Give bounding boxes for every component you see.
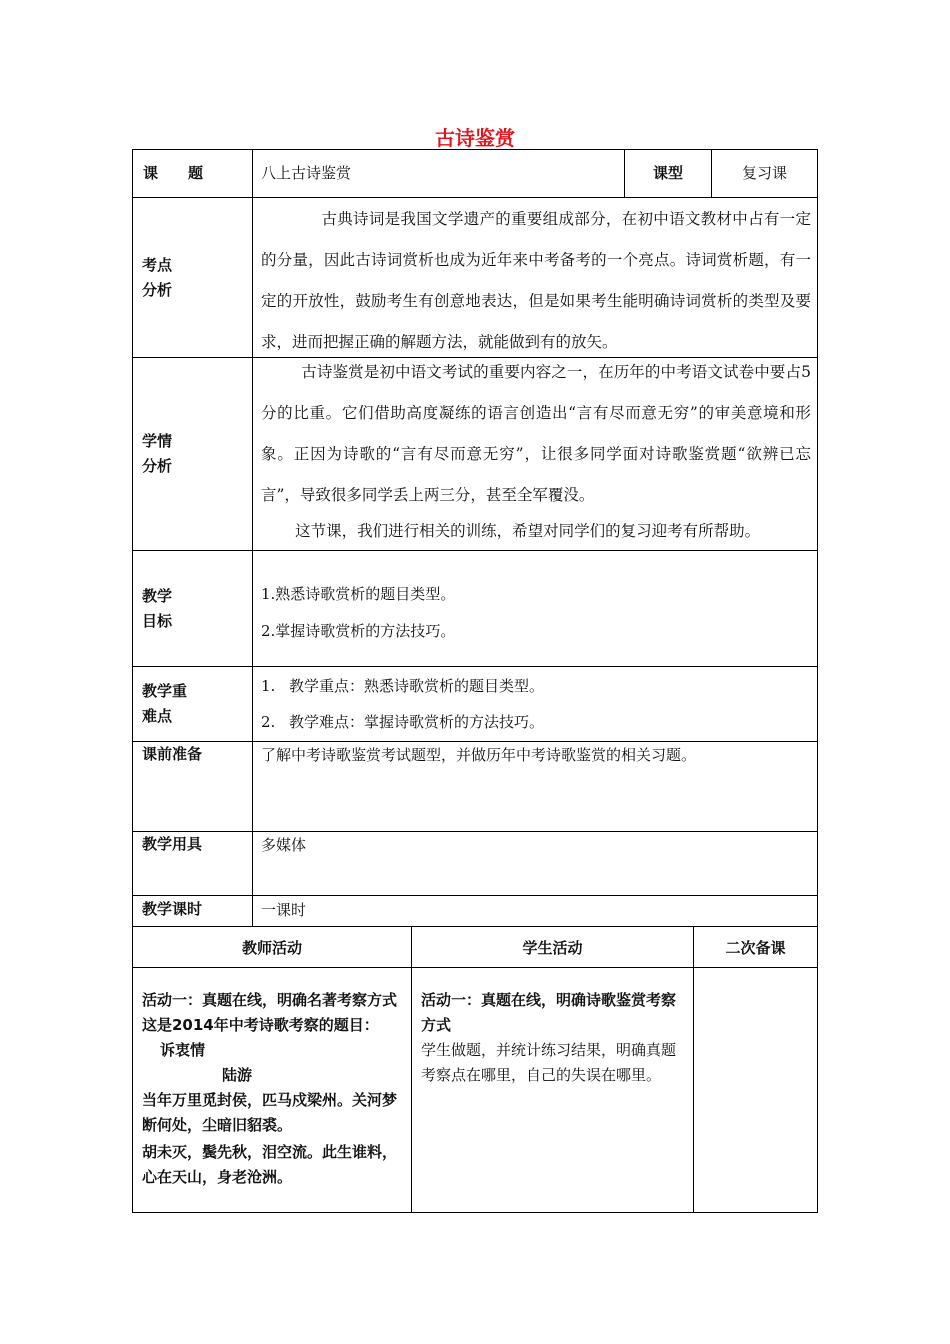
xueqing-label-line-2: 分析 (142, 457, 173, 475)
student-activity-text: 学生做题，并统计练习结果，明确真题考察点在哪里，自己的失误在哪里。 (421, 1041, 677, 1084)
teacher-activity-heading: 活动一：真题在线，明确名著考察方式 (142, 991, 398, 1009)
zhongnan-item-number: 1. (261, 677, 276, 695)
keshi-text: 一课时 (261, 901, 307, 919)
student-activity-header: 学生活动 (522, 939, 583, 957)
zhongnan-item (261, 704, 811, 740)
xueqing-label-line-1: 学情 (142, 432, 173, 450)
poem-line: 当年万里觅封侯，匹马戍梁州。关河梦断何处，尘暗旧貂裘。 (142, 1091, 398, 1134)
document-title: 古诗鉴赏 (435, 126, 515, 150)
zhongnan-item-text: 教学重点：熟悉诗歌赏析的题目类型。 (289, 677, 545, 695)
mubiao-item: 1.熟悉诗歌赏析的题目类型。 (261, 585, 456, 603)
student-activity-heading: 活动一：真题在线，明确诗歌鉴赏考察方式 (421, 991, 677, 1034)
topic-value: 八上古诗鉴赏 (261, 164, 352, 182)
xueqing-text (261, 352, 811, 552)
student-activity (421, 988, 686, 1088)
zhongnan-item (261, 668, 811, 704)
kaodian-text: 古典诗词是我国文学遗产的重要组成部分，在初中语文教材中占有一定的分量，因此古诗词赏析也成为近年来中考备考的一个亮点。诗词赏析题，有一定的开放性，鼓励考生有创意地表达，但是如果考生能明确诗词赏析的类型及要求，进而把握正确的解题方法，就能做到有的放矢。 (261, 210, 811, 351)
mubiao-label (142, 584, 247, 634)
yongju-text: 多媒体 (261, 836, 307, 854)
topic-label: 课 题 (143, 164, 204, 182)
zhongnan-label-line-2: 难点 (142, 707, 173, 725)
kaodian-label (142, 253, 247, 303)
lesson-type-value: 复习课 (741, 164, 787, 182)
keshi-label: 教学课时 (142, 900, 203, 918)
poem-title: 诉衷情 (160, 1041, 206, 1059)
teacher-activity-header: 教师活动 (241, 939, 302, 957)
second-prep-header: 二次备课 (725, 939, 786, 957)
teacher-activity-intro: 这是2014年中考诗歌考察的题目： (142, 1016, 379, 1034)
mubiao-list (261, 576, 811, 650)
kaodian-label-line-1: 考点 (142, 256, 173, 274)
zhunbei-label: 课前准备 (142, 745, 203, 763)
zhongnan-list (261, 668, 811, 740)
zhongnan-label (142, 679, 247, 729)
xueqing-para-2: 这节课，我们进行相关的训练，希望对同学们的复习迎考有所帮助。 (295, 522, 761, 540)
lesson-type-label: 课型 (652, 164, 683, 182)
mubiao-item: 2.掌握诗歌赏析的方法技巧。 (261, 622, 456, 640)
yongju-label: 教学用具 (142, 835, 203, 853)
zhongnan-label-line-1: 教学重 (142, 682, 188, 700)
poem-author: 陆游 (222, 1066, 253, 1084)
zhunbei-text: 了解中考诗歌鉴赏考试题型，并做历年中考诗歌鉴赏的相关习题。 (261, 746, 697, 764)
lesson-plan-table (132, 149, 818, 1213)
xueqing-para-1: 古诗鉴赏是初中语文考试的重要内容之一，在历年的中考语文试卷中要占5分的比重。它们借助高度凝练的语言创造出“言有尽而意无穷”的审美意境和形象。正因为诗歌的“言有尽而意无穷”，让很多同学面对诗歌鉴赏题“欲辨已忘言”，导致很多同学丢上两三分，甚至全军覆没。 (261, 363, 811, 504)
mubiao-label-line-2: 目标 (142, 612, 173, 630)
teacher-activity (142, 988, 404, 1190)
zhongnan-item-text: 教学难点：掌握诗歌赏析的方法技巧。 (289, 713, 545, 731)
zhongnan-item-number: 2. (261, 713, 276, 731)
xueqing-label (142, 429, 247, 479)
poem-line: 胡未灭，鬓先秋，泪空流。此生谁料，心在天山，身老沧洲。 (142, 1143, 398, 1186)
mubiao-label-line-1: 教学 (142, 587, 173, 605)
kaodian-label-line-2: 分析 (142, 281, 173, 299)
